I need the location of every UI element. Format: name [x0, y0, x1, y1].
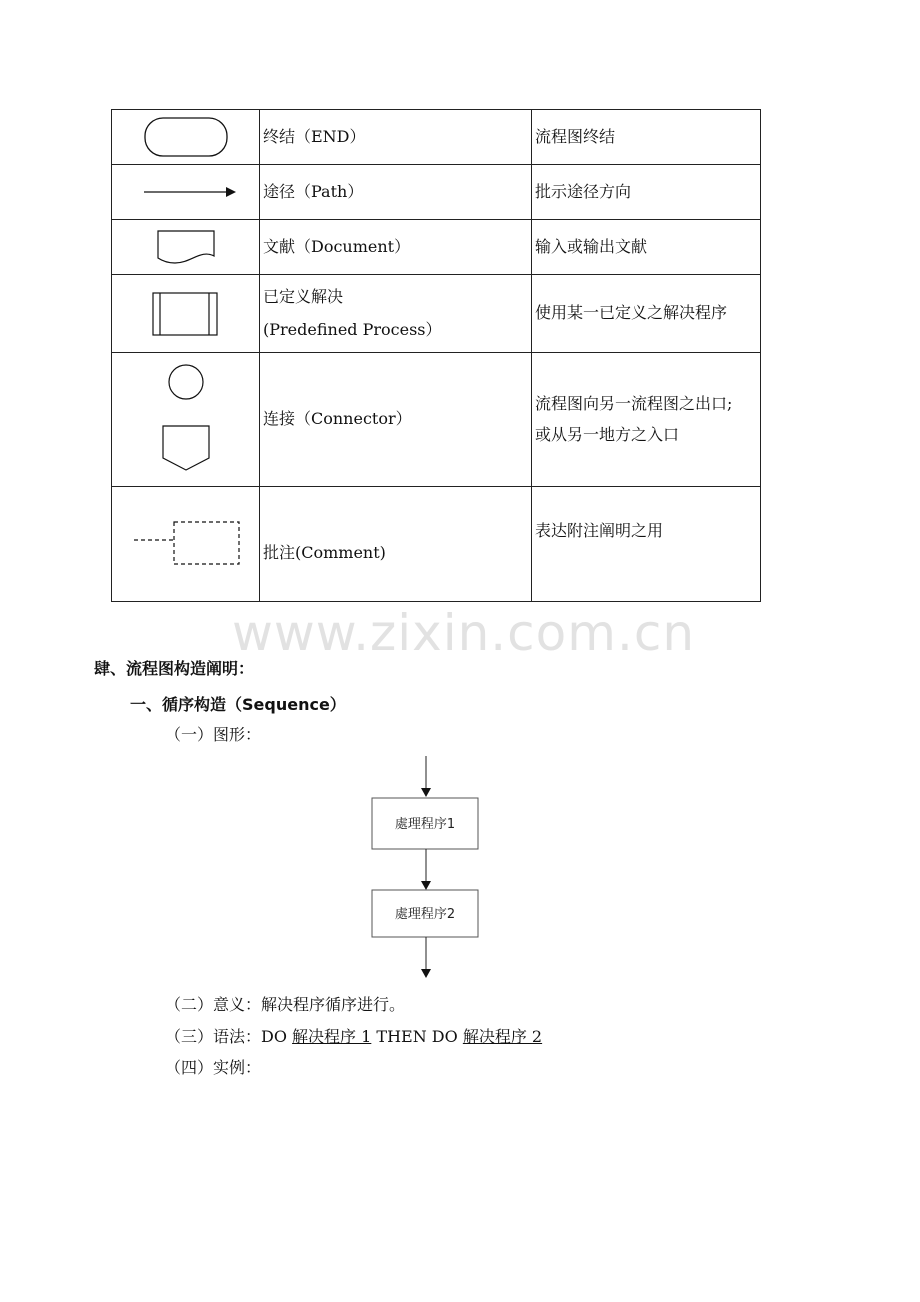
symbol-name: 终结（END）: [260, 110, 532, 165]
symbol-desc-line1: 流程图向另一流程图之出口;: [535, 393, 733, 413]
symbol-desc: 输入或输出文献: [532, 220, 761, 275]
syntax-line: [165, 1024, 542, 1047]
comment-icon: [126, 519, 246, 569]
terminal-icon: [141, 115, 231, 159]
sub-heading: 一、循序构造（Sequence）: [130, 695, 346, 714]
syntax-step2: 解决程序 2: [462, 1027, 543, 1046]
syntax-middle: THEN DO: [371, 1027, 463, 1046]
symbol-desc: 表达附注阐明之用: [532, 487, 761, 602]
table-row: [112, 110, 761, 165]
symbol-cell: [112, 220, 260, 275]
sequence-flowchart: [370, 756, 482, 982]
section-heading: 肆、流程图构造阐明：: [94, 659, 255, 678]
syntax-step1: 解决程序 1: [292, 1027, 372, 1046]
symbol-name: [260, 275, 532, 353]
symbol-desc-line2: 或从另一地方之入口: [535, 424, 680, 444]
symbol-name: 连接（Connector）: [260, 353, 532, 487]
arrow-icon: [136, 182, 236, 202]
table-row: [112, 353, 761, 487]
symbol-desc: [532, 353, 761, 487]
symbol-cell: [112, 110, 260, 165]
table-row: [112, 275, 761, 353]
connector-icons: [156, 360, 216, 480]
symbol-name: 文献（Document）: [260, 220, 532, 275]
process-box-1-label: 處理程序1: [394, 817, 456, 832]
symbol-name: 途径（Path）: [260, 165, 532, 220]
watermark: www.zixin.com.cn: [232, 604, 696, 662]
syntax-prefix: （三）语法：DO: [165, 1027, 293, 1046]
symbol-cell: [112, 165, 260, 220]
offpage-connector-icon: [163, 426, 209, 470]
symbol-desc: 流程图终结: [532, 110, 761, 165]
symbol-name-line1: 已定义解决: [263, 286, 344, 306]
meaning-line: （二）意义：解决程序循序进行。: [165, 995, 406, 1014]
circle-connector-icon: [169, 365, 203, 399]
symbol-name: 批注(Comment): [260, 487, 532, 602]
example-line: （四）实例：: [165, 1058, 262, 1077]
symbol-desc: 使用某一已定义之解决程序: [532, 275, 761, 353]
flowchart-symbols-table: [111, 109, 761, 602]
document-icon: [155, 227, 217, 267]
symbol-name-line2: (Predefined Process）: [263, 319, 442, 339]
symbol-cell: [112, 487, 260, 602]
symbol-cell: [112, 353, 260, 487]
figure-label: （一）图形：: [165, 725, 262, 744]
table-row: [112, 487, 761, 602]
symbol-desc: 批示途径方向: [532, 165, 761, 220]
table-row: [112, 165, 761, 220]
table-row: [112, 220, 761, 275]
predefined-process-icon: [151, 291, 221, 337]
symbol-cell: [112, 275, 260, 353]
process-box-2-label: 處理程序2: [394, 907, 456, 922]
